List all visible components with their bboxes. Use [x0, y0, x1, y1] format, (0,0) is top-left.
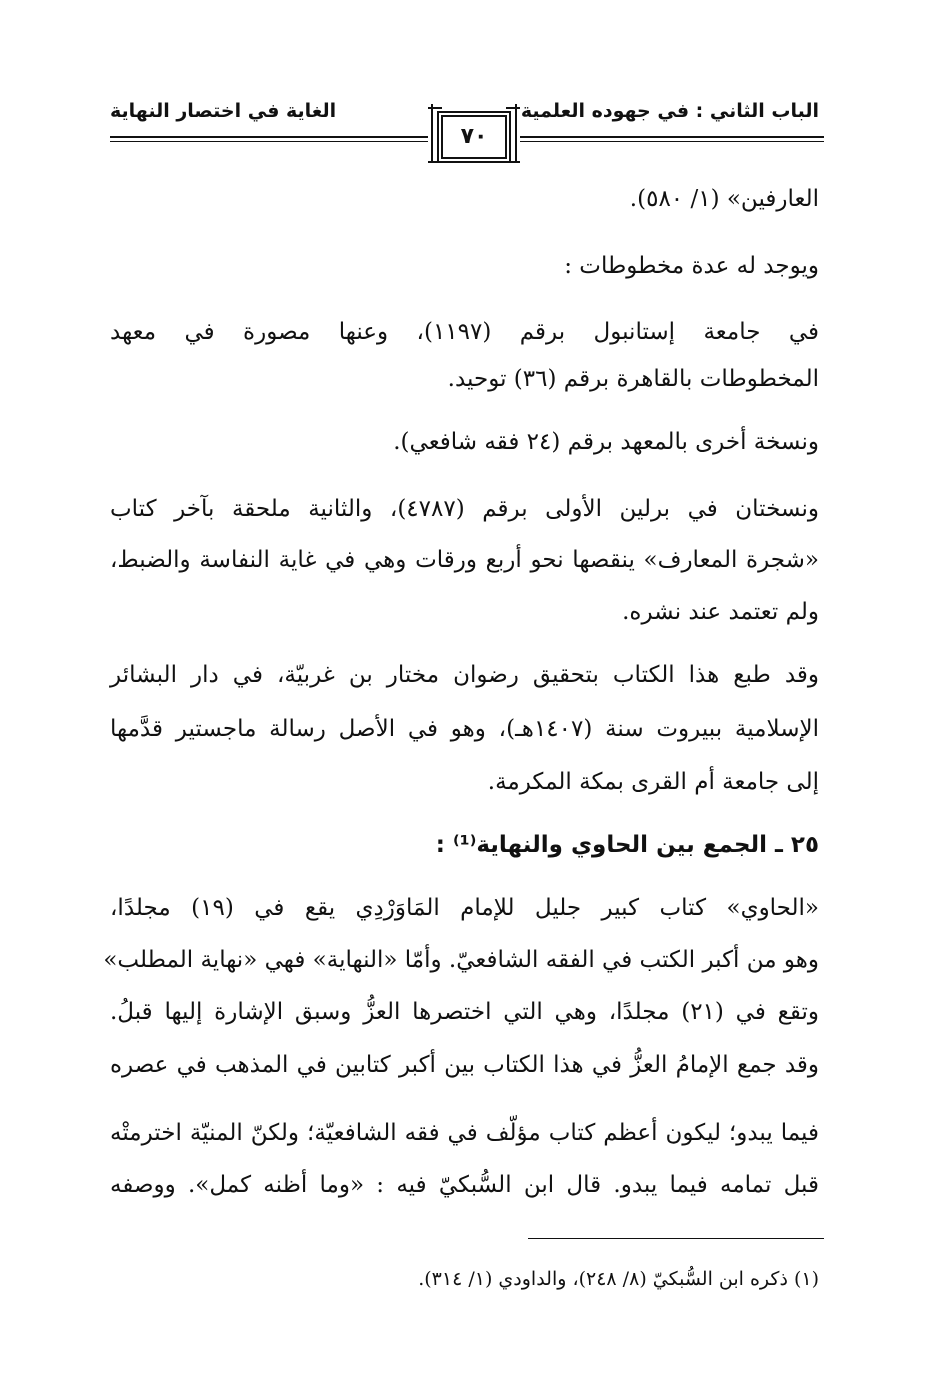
text-line: «الحاوي» كتاب كبير جليل للإمام المَاوَرْدِي يقع في (١٩) مجلدًا، [110, 895, 819, 921]
footnote-rule [528, 1238, 824, 1239]
text-line: ويوجد له عدة مخطوطات : [564, 253, 819, 279]
footnote: (١) ذكره ابن السُّبكيّ (٨/ ٢٤٨)، والداودي (١/ ٣١٤). [418, 1268, 819, 1290]
text-line: الإسلامية ببيروت سنة (١٤٠٧هـ)، وهو في الأصل رسالة ماجستير قدَّمها [110, 716, 819, 742]
section-heading: ٢٥ ـ الجمع بين الحاوي والنهاية⁽¹⁾ : [435, 832, 819, 858]
text-line: العارفين» (١/ ٥٨٠). [629, 186, 819, 212]
text-line: ونسخة أخرى بالمعهد برقم (٢٤ فقه شافعي). [393, 429, 819, 455]
chapter-title: الباب الثاني : في جهوده العلمية [520, 100, 819, 122]
text-line: في جامعة إستانبول برقم (١١٩٧)، وعنها مصورة في معهد [110, 319, 819, 345]
text-line: المخطوطات بالقاهرة برقم (٣٦) توحيد. [447, 366, 819, 392]
text-line: إلى جامعة أم القرى بمكة المكرمة. [487, 769, 819, 795]
book-title: الغاية في اختصار النهاية [110, 100, 337, 122]
text-line: قبل تمامه فيما يبدو. قال ابن السُّبكيّ فيه : «وما أظنه كمل». ووصفه [110, 1172, 819, 1198]
text-line: ولم تعتمد عند نشره. [622, 599, 819, 625]
text-line: وقد طبع هذا الكتاب بتحقيق رضوان مختار بن غربيّة، في دار البشائر [110, 662, 819, 688]
page-number-frame [428, 104, 520, 164]
page-number: ٧٠ [460, 124, 488, 149]
text-line: وتقع في (٢١) مجلدًا، وهي التي اختصرها العزُّ وسبق الإشارة إليها قبلُ. [110, 999, 819, 1025]
text-line: «شجرة المعارف» ينقصها نحو أربع ورقات وهي في غاية النفاسة والضبط، [110, 547, 819, 573]
text-line: ونسختان في برلين الأولى برقم (٤٧٨٧)، والثانية ملحقة بآخر كتاب [110, 496, 819, 522]
text-line: فيما يبدو؛ ليكون أعظم كتاب مؤلّف في فقه الشافعيّة؛ ولكنّ المنيّة اخترمتْه [110, 1120, 819, 1146]
text-line: وهو من أكبر الكتب في الفقه الشافعيّ. وأمّا «النهاية» فهي «نهاية المطلب» [103, 947, 819, 973]
text-line: وقد جمع الإمامُ العزُّ في هذا الكتاب بين أكبر كتابين في المذهب في عصره [110, 1052, 819, 1078]
